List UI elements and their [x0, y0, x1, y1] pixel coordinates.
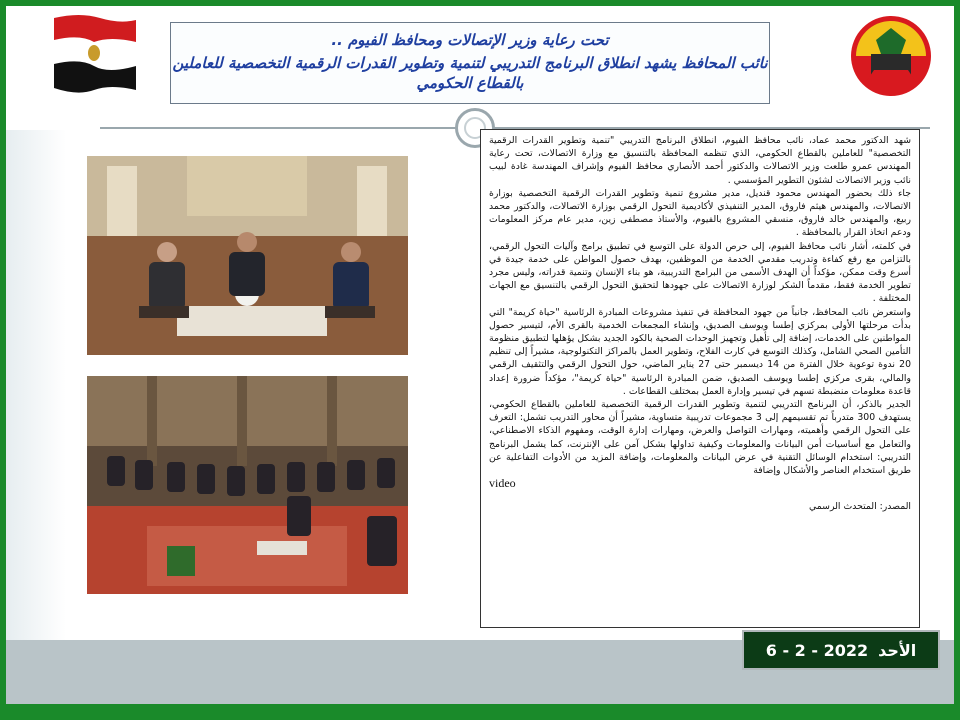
video-label: video — [489, 476, 516, 491]
date-day: الأحد — [878, 640, 917, 660]
article-paragraph: جاء ذلك بحضور المهندس محمود قنديل، مدير مشروع تنمية وتطوير القدرات الرقمية التخصصية بوزارة الاتصالات، والمهندس هيثم فاروق، المدير التنفيذي لأكاديمية التحول الرقمي بوزارة الاتصالات، والدكتور محمد ربيع، والمهندس خالد فاروق، منسقي المشروع بالفيوم، والأستاذ مصطفى زين، مدير عام مركز المعلومات ودعم اتخاذ القرار بالمحافظة . — [489, 187, 911, 239]
headline-line1: تحت رعاية وزير الإتصالات ومحافظ الفيوم .. — [331, 31, 609, 49]
date-value: 6 - 2 - 2022 — [765, 640, 869, 660]
egypt-flag-icon — [50, 10, 138, 96]
article-paragraph: واستعرض نائب المحافظ، جانباً من جهود المحافظة في تنفيذ مشروعات المبادرة الرئاسية "حياة كريمة" التي بدأت مرحلتها الأولى بمركزي إطسا ويوسف الصديق، وإنشاء المجمعات الخدمية بالقرى الأم، لتيسير حصول المواطنين على الخدمات، إضافة إلى تأهيل وتجهيز الوحدات الصحية بالكود الجديد بشكل يؤهلها لتطبيق منظومة التأمين الصحي الشامل، وكذلك التوسع في كارت الفلاح، وتطوير العمل بالمراكز التكنولوجية، مشيراً إلى تنظيم 20 ندوة توعوية خلال الفترة من 14 ديسمبر حتى 27 يناير الماضي، حول التحول الرقمي والتثقيف الرقمي والمالي، بقرى مركزي إطسا ويوسف الصديق، ضمن المبادرة الرئاسية "حياة كريمة"، مؤكداً ضرورة إعداد قاعدة معلومات منضبطة تسهم في تيسير وإدارة العمل بمختلف القطاعات . — [489, 306, 912, 397]
governorate-logo — [846, 10, 936, 100]
event-photo-stage — [87, 156, 408, 355]
headline-box — [170, 22, 770, 104]
event-photo-audience — [87, 376, 408, 594]
article-paragraph: الجدير بالذكر، أن البرنامج التدريبي لتنمية وتطوير القدرات الرقمية التخصصية للعاملين بالقطاع الحكومي، يستهدف 300 متدرباً تم تقسيمهم إلى 3 مجموعات تدريبية متساوية، مشيراً أن محاور التدريب تشمل: التعرف على التحول الرقمي وأهميته، ومهارات التواصل والعرض، ومهارات إدارة الوقت، ومفهوم الذكاء الاصطناعي، والتعامل مع أساسيات أمن البيانات والمعلومات وكيفية تداولها بشكل آمن على الإنترنت، كما يشمل البرنامج التدريبي: استخدام الوسائل التقنية في عرض البيانات والمعلومات، وإضافة المزيد من الأدوات التفاعلية عن طريق استخدام العناصر والأشكال وإضافة — [489, 399, 911, 477]
article-text-box — [480, 129, 920, 628]
article-paragraph: شهد الدكتور محمد عماد، نائب محافظ الفيوم، انطلاق البرنامج التدريبي "تنمية وتطوير القدرات الرقمية التخصصية" للعاملين بالقطاع الحكومي، الذي تنظمه المحافظة بالتنسيق مع وزارة الاتصالات، تحت رعاية المهندس عمرو طلعت وزير الاتصالات والدكتور أحمد الأنصاري محافظ الفيوم وإشراف المهندسة غادة لبيب نائب وزير الاتصالات لشئون التطوير المؤسسي . — [489, 135, 911, 186]
article-source: المصدر: المتحدث الرسمي — [809, 501, 911, 513]
headline-line2: نائب المحافظ يشهد انطلاق البرنامج التدريبي لتنمية وتطوير القدرات الرقمية التخصصية للعاملين بالقطاع الحكومي — [172, 54, 768, 92]
article-paragraph: في كلمته، أشار نائب محافظ الفيوم، إلى حرص الدولة على التوسع في تطبيق برامج وآليات التحول الرقمي، بالتزامن مع رفع كفاءة وتدريب مقدمي الخدمة من الموظفين، بهدف حصول المواطن على خدمة جيدة في أسرع وقت ممكن، مؤكداً أن الهدف الأسمى من البرامج التدريبية، هو بناء الإنسان وتنمية قدراته، وليس مجرد تطوير الخدمة فقط، مقدماً الشكر لوزارة الاتصالات على جهودها لتحقيق التحول الرقمي بالتنسيق مع الجهات المختلفة . — [489, 240, 911, 305]
date-badge — [742, 630, 940, 670]
